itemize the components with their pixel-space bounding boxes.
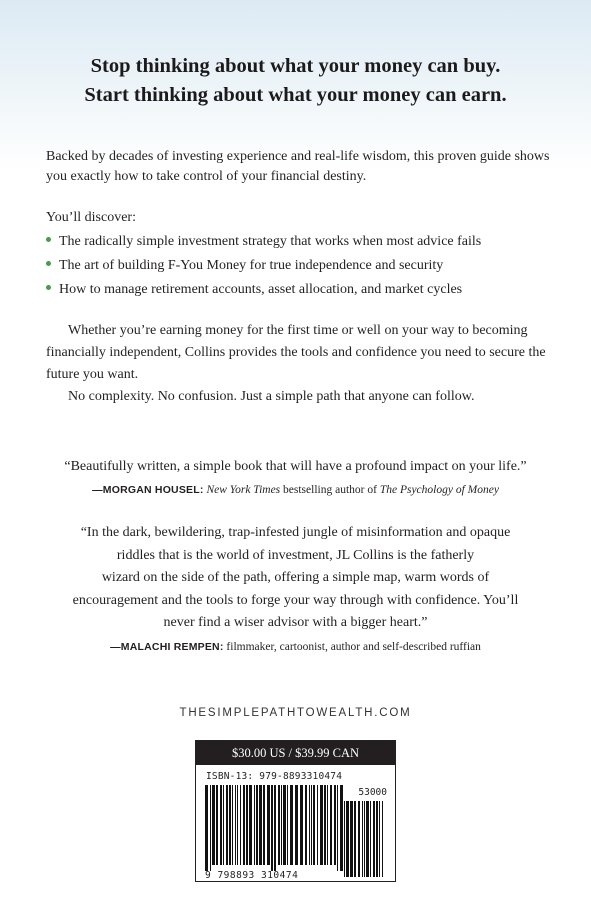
list-item: [46, 232, 566, 252]
list-item-text: The radically simple investment strategy that works when most advice fails: [59, 234, 482, 249]
barcode-main-icon: [203, 785, 343, 871]
body-paragraph-2: No complexity. No confusion. Just a simple path that anyone can follow.: [68, 389, 475, 404]
barcode-number: 9 798893 310474: [205, 870, 299, 881]
bullet-icon: [46, 285, 51, 290]
headline-line-1: Stop thinking about what your money can buy.: [90, 55, 501, 77]
headline-line-2: Start thinking about what your money can earn.: [84, 84, 507, 106]
testimonial-rempen: [40, 522, 551, 657]
discover-list: [46, 232, 566, 304]
bullet-icon: [46, 237, 51, 242]
website-url: THESIMPLEPATHTOWEALTH.COM: [179, 707, 412, 719]
quote-line: encouragement and the tools to forge your way through with confidence. You’ll: [72, 592, 519, 608]
isbn-label: ISBN-13: 979-8893310474: [206, 771, 343, 782]
bullet-icon: [46, 261, 51, 266]
quote-text: “Beautifully written, a simple book that will have a profound impact on your life.”: [64, 459, 527, 474]
testimonial-housel: [0, 456, 591, 500]
body-paragraph-1: Whether you’re earning money for the first time or well on your way to becoming financially independent, Collins provides the tools and confidence you need to secure the future you want.: [46, 323, 546, 382]
headline: [0, 52, 591, 110]
quote-attr-mid: bestselling author of: [280, 484, 380, 496]
addon-code: 53000: [358, 787, 387, 798]
intro-paragraph: Backed by decades of investing experience and real-life wisdom, this proven guide shows you exactly how to take control of your financial destiny.: [46, 149, 550, 184]
quote-author: —MALACHI REMPEN:: [110, 640, 224, 653]
quote-line: never find a wiser advisor with a bigger heart.”: [163, 615, 428, 630]
list-item-text: The art of building F-You Money for true independence and security: [59, 258, 444, 273]
quote-line: riddles that is the world of investment, JL Collins is the fatherly: [116, 547, 475, 563]
quote-attribution: [40, 637, 551, 657]
discover-label: You’ll discover:: [46, 210, 136, 225]
barcode-addon-icon: [342, 801, 386, 877]
list-item: [46, 280, 566, 300]
body-paragraphs: [46, 320, 558, 408]
quote-author: —MORGAN HOUSEL:: [92, 484, 204, 496]
isbn-area: [200, 765, 391, 881]
quote-outlet: New York Times: [206, 484, 281, 496]
quote-text: [40, 522, 551, 635]
quote-book: The Psychology of Money: [379, 484, 499, 496]
quote-author-desc: filmmaker, cartoonist, author and self-described ruffian: [223, 640, 481, 653]
quote-attribution: [0, 480, 591, 500]
barcode-box: [195, 740, 396, 882]
list-item-text: How to manage retirement accounts, asset allocation, and market cycles: [59, 282, 463, 297]
quote-line: “In the dark, bewildering, trap-infested jungle of misinformation and opaque: [80, 525, 511, 540]
quote-line: wizard on the side of the path, offering a simple map, warm words of: [101, 570, 490, 585]
list-item: [46, 256, 566, 276]
price-label: $30.00 US / $39.99 CAN: [196, 741, 395, 765]
